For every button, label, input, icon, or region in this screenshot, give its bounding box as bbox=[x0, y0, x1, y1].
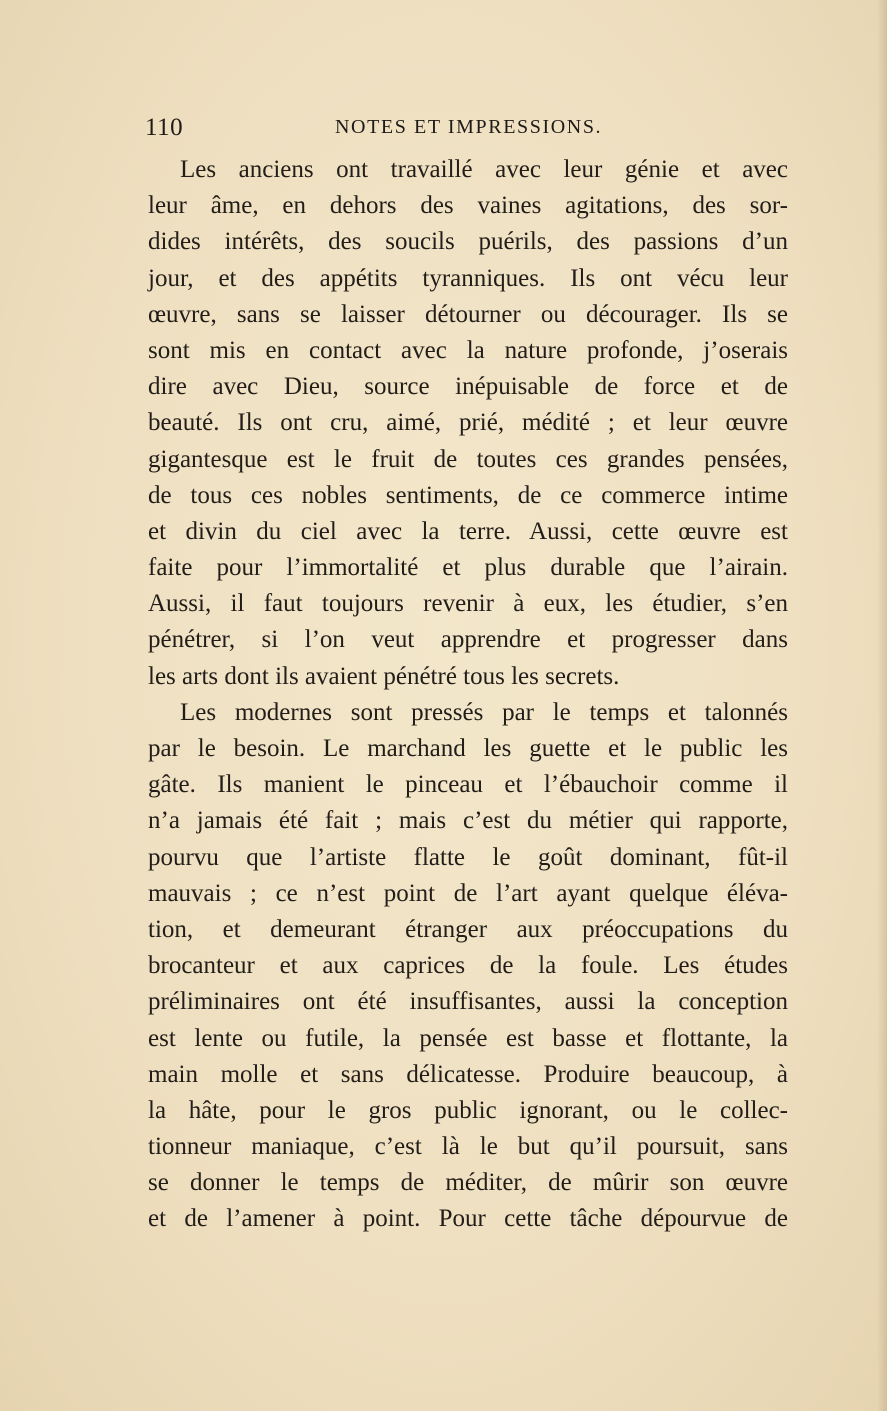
paragraph-2 bbox=[148, 695, 788, 1238]
text-line: se donner le temps de méditer, de mûrir son œuvre bbox=[148, 1169, 788, 1197]
text-line: n’a jamais été fait ; mais c’est du métier qui rapporte, bbox=[148, 807, 788, 835]
text-line: et de l’amener à point. Pour cette tâche dépourvue de bbox=[148, 1205, 788, 1233]
text-line: jour, et des appétits tyranniques. Ils ont vécu leur bbox=[148, 264, 788, 292]
text-line: sont mis en contact avec la nature profonde, j’oserais bbox=[148, 336, 788, 364]
running-title: NOTES ET IMPRESSIONS. bbox=[335, 116, 603, 138]
running-head bbox=[145, 114, 785, 146]
paragraph-1 bbox=[148, 152, 788, 695]
body-text bbox=[148, 152, 788, 1238]
text-line: faite pour l’immortalité et plus durable que l’airain. bbox=[148, 554, 788, 582]
text-line: Les modernes sont pressés par le temps et talonnés bbox=[180, 698, 788, 726]
text-line: mauvais ; ce n’est point de l’art ayant quelque éléva- bbox=[148, 879, 788, 907]
text-line: est lente ou futile, la pensée est basse et flottante, la bbox=[148, 1024, 788, 1052]
text-line: et divin du ciel avec la terre. Aussi, cette œuvre est bbox=[148, 517, 788, 545]
text-line: la hâte, pour le gros public ignorant, ou le collec- bbox=[148, 1096, 788, 1124]
text-line: Les anciens ont travaillé avec leur génie et avec bbox=[180, 156, 788, 183]
text-line: les arts dont ils avaient pénétré tous les secrets. bbox=[148, 662, 620, 690]
text-line: pénétrer, si l’on veut apprendre et progresser dans bbox=[148, 626, 788, 654]
page-edge-shadow bbox=[877, 0, 887, 1411]
text-line: dire avec Dieu, source inépuisable de force et de bbox=[148, 373, 788, 401]
text-line: gigantesque est le fruit de toutes ces grandes pensées, bbox=[148, 445, 788, 473]
text-line: préliminaires ont été insuffisantes, aussi la conception bbox=[148, 988, 788, 1016]
text-line: Aussi, il faut toujours revenir à eux, les étudier, s’en bbox=[148, 590, 788, 618]
text-line: tionneur maniaque, c’est là le but qu’il poursuit, sans bbox=[148, 1133, 788, 1161]
text-line: de tous ces nobles sentiments, de ce commerce intime bbox=[148, 481, 788, 509]
text-line: beauté. Ils ont cru, aimé, prié, médité ; et leur œuvre bbox=[148, 409, 788, 437]
text-line: dides intérêts, des soucils puérils, des passions d’un bbox=[148, 228, 788, 256]
page-number: 110 bbox=[145, 114, 184, 141]
text-line: main molle et sans délicatesse. Produire beaucoup, à bbox=[148, 1060, 788, 1088]
text-line: leur âme, en dehors des vaines agitations, des sor- bbox=[148, 192, 788, 220]
text-line: par le besoin. Le marchand les guette et le public les bbox=[148, 735, 788, 762]
text-line: brocanteur et aux caprices de la foule. Les études bbox=[148, 952, 788, 980]
text-line: tion, et demeurant étranger aux préoccupations du bbox=[148, 915, 788, 943]
text-line: gâte. Ils manient le pinceau et l’ébauchoir comme il bbox=[148, 771, 788, 799]
text-line: pourvu que l’artiste flatte le goût dominant, fût-il bbox=[148, 843, 788, 871]
text-line: œuvre, sans se laisser détourner ou décourager. Ils se bbox=[148, 300, 788, 328]
